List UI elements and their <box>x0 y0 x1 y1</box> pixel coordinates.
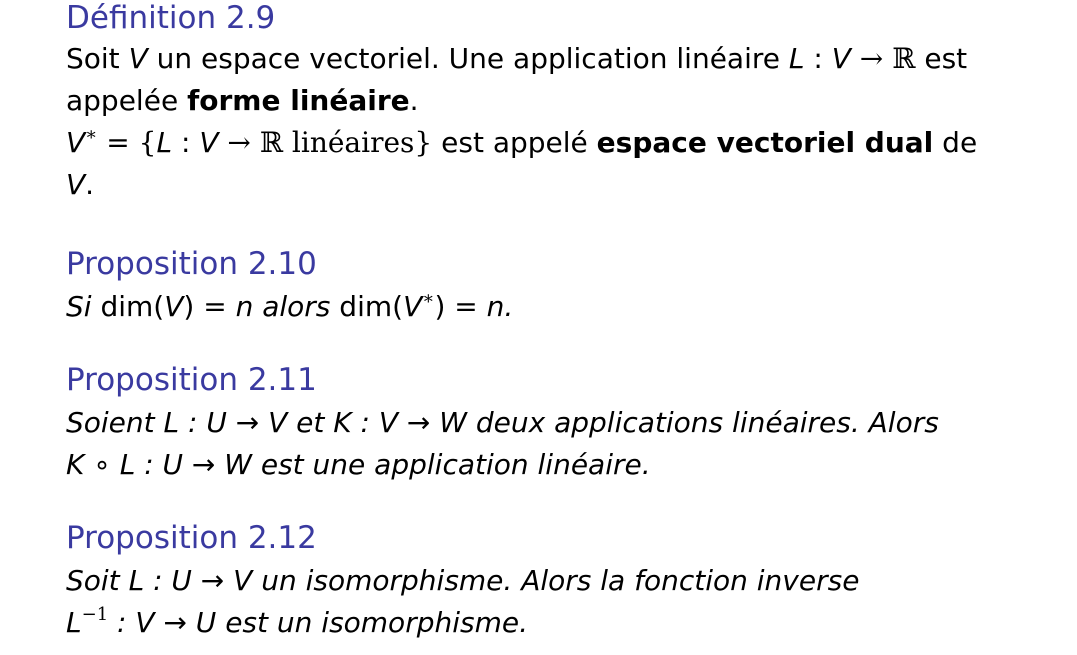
star-symbol: ∗ <box>85 124 98 145</box>
math-symbol: L <box>156 126 173 159</box>
text: Soit <box>66 42 129 75</box>
text: : <box>804 42 832 75</box>
italic-text: alors <box>253 290 331 323</box>
arrow-symbol: → <box>850 42 893 75</box>
bold-term: espace vectoriel dual <box>596 126 934 159</box>
reals-symbol: ℝ <box>259 126 284 159</box>
math-symbol: V <box>199 126 219 159</box>
math-symbol: n <box>235 290 254 323</box>
definition-line-1 <box>66 38 1066 80</box>
text: est <box>915 42 968 75</box>
proposition-2-11 <box>66 362 1066 486</box>
math-symbol: V <box>66 168 86 201</box>
text: ) <box>434 290 446 323</box>
proposition-2-10 <box>66 246 1066 328</box>
text: : <box>172 126 200 159</box>
proposition-line-2: K ∘ L : U → W est une application linéaire. <box>66 448 651 481</box>
arrow-symbol: → <box>218 126 260 159</box>
math-symbol: V <box>164 290 184 323</box>
math-symbol: V <box>831 42 851 75</box>
inverse-exponent: −1 <box>81 604 109 625</box>
definition-line-2 <box>66 80 1066 122</box>
definition-line-3 <box>66 122 1066 164</box>
set-close: } <box>414 126 433 159</box>
equals-symbol: = <box>194 290 236 323</box>
proposition-heading: Proposition 2.11 <box>66 362 317 398</box>
proposition-heading: Proposition 2.12 <box>66 520 317 556</box>
text: dim( <box>330 290 404 323</box>
reals-symbol: ℝ <box>892 42 916 75</box>
proposition-line-1: Soit L : U → V un isomorphisme. Alors la fonction inverse <box>66 564 860 597</box>
star-symbol: ∗ <box>422 288 435 309</box>
italic-text: . <box>504 290 514 323</box>
serif-text: linéaires <box>283 126 415 159</box>
proposition-line-2 <box>66 602 1066 644</box>
definition-line-4 <box>66 164 1066 206</box>
math-symbol: L <box>66 606 82 639</box>
text: de <box>933 126 978 159</box>
text: appelée <box>66 84 188 117</box>
text: est appelé <box>432 126 597 159</box>
proposition-2-12 <box>66 520 1066 644</box>
set-open: = { <box>97 126 157 159</box>
math-symbol: n <box>486 290 505 323</box>
math-symbol: V <box>128 42 148 75</box>
proposition-line-1: Soient L : U → V et K : V → W deux applications linéaires. Alors <box>66 406 939 439</box>
text: un espace vectoriel. Une application linéaire <box>147 42 789 75</box>
definition-2-9 <box>66 0 1066 206</box>
italic-text: : V → U est un isomorphisme. <box>108 606 528 639</box>
equals-symbol: = <box>445 290 487 323</box>
proposition-heading: Proposition 2.10 <box>66 246 317 282</box>
definition-heading: Définition 2.9 <box>66 0 276 36</box>
italic-text: Si <box>66 290 92 323</box>
text: . <box>85 168 95 201</box>
bold-term: forme linéaire <box>187 84 410 117</box>
text: dim( <box>91 290 165 323</box>
text: ) <box>183 290 195 323</box>
proposition-line-1 <box>66 286 1066 328</box>
math-symbol: V <box>403 290 423 323</box>
math-symbol: V <box>66 126 86 159</box>
math-symbol: L <box>788 42 805 75</box>
text: . <box>409 84 419 117</box>
